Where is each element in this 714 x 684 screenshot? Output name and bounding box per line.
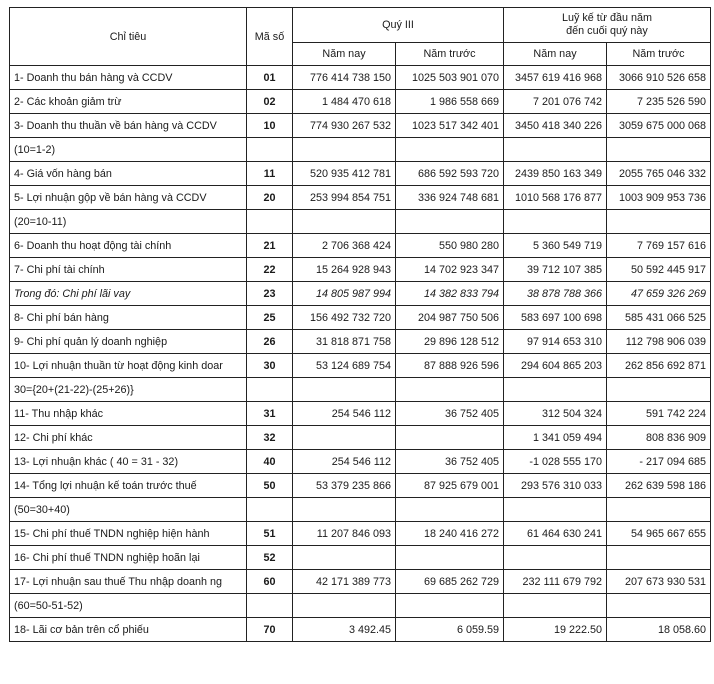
table-row bbox=[10, 258, 711, 282]
row-code: 31 bbox=[247, 402, 293, 426]
accum-this-year-value: 61 464 630 241 bbox=[504, 522, 607, 546]
accum-this-year-value: 312 504 324 bbox=[504, 402, 607, 426]
income-table bbox=[9, 7, 711, 642]
row-code: 26 bbox=[247, 330, 293, 354]
table-row bbox=[10, 618, 711, 642]
accum-prev-year-value: 262 856 692 871 bbox=[607, 354, 711, 378]
accum-this-year-value: 294 604 865 203 bbox=[504, 354, 607, 378]
header-accum-prev-year: Năm trước bbox=[607, 43, 711, 66]
accum-this-year-value: 293 576 310 033 bbox=[504, 474, 607, 498]
row-code: 32 bbox=[247, 426, 293, 450]
row-code: 52 bbox=[247, 546, 293, 570]
row-code: 21 bbox=[247, 234, 293, 258]
header-accumulated-line2: đến cuối quý này bbox=[566, 25, 648, 37]
row-label: 15- Chi phí thuế TNDN nghiệp hiện hành bbox=[10, 522, 247, 546]
quarter-prev-year-value: 18 240 416 272 bbox=[396, 522, 504, 546]
row-label: 16- Chi phí thuế TNDN nghiệp hoãn lại bbox=[10, 546, 247, 570]
accum-prev-year-value: 808 836 909 bbox=[607, 426, 711, 450]
quarter-this-year-value bbox=[293, 378, 396, 402]
quarter-prev-year-value bbox=[396, 498, 504, 522]
row-code bbox=[247, 498, 293, 522]
table-body bbox=[10, 66, 711, 642]
accum-prev-year-value bbox=[607, 546, 711, 570]
quarter-this-year-value: 14 805 987 994 bbox=[293, 282, 396, 306]
row-label: 17- Lợi nhuận sau thuế Thu nhập doanh ng bbox=[10, 570, 247, 594]
accum-this-year-value bbox=[504, 210, 607, 234]
accum-this-year-value: 3450 418 340 226 bbox=[504, 114, 607, 138]
table-row bbox=[10, 138, 711, 162]
row-code bbox=[247, 210, 293, 234]
header-row-top bbox=[10, 8, 711, 43]
quarter-prev-year-value bbox=[396, 594, 504, 618]
row-code: 50 bbox=[247, 474, 293, 498]
row-code: 60 bbox=[247, 570, 293, 594]
row-code: 02 bbox=[247, 90, 293, 114]
quarter-this-year-value: 253 994 854 751 bbox=[293, 186, 396, 210]
accum-prev-year-value bbox=[607, 138, 711, 162]
accum-prev-year-value bbox=[607, 210, 711, 234]
header-accum-this-year: Năm nay bbox=[504, 43, 607, 66]
accum-prev-year-value: 207 673 930 531 bbox=[607, 570, 711, 594]
quarter-prev-year-value: 14 382 833 794 bbox=[396, 282, 504, 306]
quarter-prev-year-value bbox=[396, 378, 504, 402]
accum-this-year-value: 97 914 653 310 bbox=[504, 330, 607, 354]
table-row bbox=[10, 498, 711, 522]
row-label: (60=50-51-52) bbox=[10, 594, 247, 618]
row-code: 20 bbox=[247, 186, 293, 210]
accum-this-year-value: 583 697 100 698 bbox=[504, 306, 607, 330]
table-row bbox=[10, 234, 711, 258]
quarter-this-year-value: 156 492 732 720 bbox=[293, 306, 396, 330]
accum-this-year-value bbox=[504, 378, 607, 402]
row-code: 70 bbox=[247, 618, 293, 642]
quarter-prev-year-value: 69 685 262 729 bbox=[396, 570, 504, 594]
accum-prev-year-value bbox=[607, 378, 711, 402]
quarter-this-year-value: 1 484 470 618 bbox=[293, 90, 396, 114]
quarter-prev-year-value: 87 925 679 001 bbox=[396, 474, 504, 498]
quarter-prev-year-value: 14 702 923 347 bbox=[396, 258, 504, 282]
accum-prev-year-value bbox=[607, 498, 711, 522]
accum-this-year-value: 39 712 107 385 bbox=[504, 258, 607, 282]
quarter-this-year-value: 15 264 928 943 bbox=[293, 258, 396, 282]
row-code: 23 bbox=[247, 282, 293, 306]
quarter-prev-year-value: 1025 503 901 070 bbox=[396, 66, 504, 90]
accum-prev-year-value bbox=[607, 594, 711, 618]
quarter-prev-year-value: 1023 517 342 401 bbox=[396, 114, 504, 138]
row-code: 11 bbox=[247, 162, 293, 186]
quarter-prev-year-value: 29 896 128 512 bbox=[396, 330, 504, 354]
quarter-prev-year-value: 87 888 926 596 bbox=[396, 354, 504, 378]
quarter-prev-year-value bbox=[396, 138, 504, 162]
accum-prev-year-value: 18 058.60 bbox=[607, 618, 711, 642]
accum-this-year-value: 5 360 549 719 bbox=[504, 234, 607, 258]
accum-prev-year-value: 3066 910 526 658 bbox=[607, 66, 711, 90]
quarter-prev-year-value: 1 986 558 669 bbox=[396, 90, 504, 114]
row-label: 2- Các khoản giảm trừ bbox=[10, 90, 247, 114]
quarter-this-year-value bbox=[293, 498, 396, 522]
quarter-prev-year-value bbox=[396, 546, 504, 570]
accum-this-year-value: 1 341 059 494 bbox=[504, 426, 607, 450]
row-label: 11- Thu nhập khác bbox=[10, 402, 247, 426]
row-label: 12- Chi phí khác bbox=[10, 426, 247, 450]
quarter-prev-year-value: 204 987 750 506 bbox=[396, 306, 504, 330]
header-accumulated-line1: Luỹ kế từ đầu năm bbox=[561, 12, 653, 24]
row-label: 10- Lợi nhuận thuần từ hoạt động kinh doar bbox=[10, 354, 247, 378]
accum-prev-year-value: - 217 094 685 bbox=[607, 450, 711, 474]
accum-this-year-value: 232 111 679 792 bbox=[504, 570, 607, 594]
table-row bbox=[10, 162, 711, 186]
row-code: 30 bbox=[247, 354, 293, 378]
table-row bbox=[10, 90, 711, 114]
quarter-prev-year-value bbox=[396, 210, 504, 234]
quarter-this-year-value: 774 930 267 532 bbox=[293, 114, 396, 138]
accum-this-year-value bbox=[504, 498, 607, 522]
row-code bbox=[247, 138, 293, 162]
table-row bbox=[10, 378, 711, 402]
accum-prev-year-value: 54 965 667 655 bbox=[607, 522, 711, 546]
accum-prev-year-value: 3059 675 000 068 bbox=[607, 114, 711, 138]
table-row bbox=[10, 594, 711, 618]
row-label: 4- Giá vốn hàng bán bbox=[10, 162, 247, 186]
accum-prev-year-value: 2055 765 046 332 bbox=[607, 162, 711, 186]
table-row bbox=[10, 450, 711, 474]
quarter-this-year-value: 42 171 389 773 bbox=[293, 570, 396, 594]
table-row bbox=[10, 66, 711, 90]
row-label: (50=30+40) bbox=[10, 498, 247, 522]
table-row bbox=[10, 546, 711, 570]
header-accumulated bbox=[504, 8, 711, 43]
quarter-prev-year-value: 6 059.59 bbox=[396, 618, 504, 642]
accum-this-year-value: 2439 850 163 349 bbox=[504, 162, 607, 186]
row-label: 14- Tổng lợi nhuận kế toán trước thuế bbox=[10, 474, 247, 498]
accum-prev-year-value: 7 769 157 616 bbox=[607, 234, 711, 258]
header-code: Mã số bbox=[247, 8, 293, 66]
header-quarter-prev-year: Năm trước bbox=[396, 43, 504, 66]
accum-this-year-value: 7 201 076 742 bbox=[504, 90, 607, 114]
row-label: Trong đó: Chi phí lãi vay bbox=[10, 282, 247, 306]
table-row bbox=[10, 570, 711, 594]
row-label: 13- Lợi nhuận khác ( 40 = 31 - 32) bbox=[10, 450, 247, 474]
accum-this-year-value: 1010 568 176 877 bbox=[504, 186, 607, 210]
row-code: 22 bbox=[247, 258, 293, 282]
table-row bbox=[10, 210, 711, 234]
row-label: 7- Chi phí tài chính bbox=[10, 258, 247, 282]
quarter-this-year-value bbox=[293, 210, 396, 234]
income-statement bbox=[9, 7, 710, 642]
row-label: (20=10-11) bbox=[10, 210, 247, 234]
accum-this-year-value: 3457 619 416 968 bbox=[504, 66, 607, 90]
accum-this-year-value bbox=[504, 138, 607, 162]
table-row bbox=[10, 402, 711, 426]
table-row bbox=[10, 282, 711, 306]
accum-prev-year-value: 585 431 066 525 bbox=[607, 306, 711, 330]
table-row bbox=[10, 354, 711, 378]
quarter-prev-year-value bbox=[396, 426, 504, 450]
quarter-this-year-value bbox=[293, 594, 396, 618]
quarter-this-year-value bbox=[293, 426, 396, 450]
table-row bbox=[10, 114, 711, 138]
quarter-this-year-value bbox=[293, 138, 396, 162]
quarter-this-year-value: 2 706 368 424 bbox=[293, 234, 396, 258]
quarter-this-year-value: 3 492.45 bbox=[293, 618, 396, 642]
row-label: 1- Doanh thu bán hàng và CCDV bbox=[10, 66, 247, 90]
header-quarter-this-year: Năm nay bbox=[293, 43, 396, 66]
quarter-this-year-value: 53 379 235 866 bbox=[293, 474, 396, 498]
quarter-prev-year-value: 686 592 593 720 bbox=[396, 162, 504, 186]
accum-prev-year-value: 591 742 224 bbox=[607, 402, 711, 426]
header-indicator: Chỉ tiêu bbox=[10, 8, 247, 66]
row-label: 18- Lãi cơ bản trên cổ phiếu bbox=[10, 618, 247, 642]
row-code: 51 bbox=[247, 522, 293, 546]
accum-this-year-value: 38 878 788 366 bbox=[504, 282, 607, 306]
row-label: 3- Doanh thu thuần về bán hàng và CCDV bbox=[10, 114, 247, 138]
row-code bbox=[247, 594, 293, 618]
row-code: 40 bbox=[247, 450, 293, 474]
row-code bbox=[247, 378, 293, 402]
accum-this-year-value bbox=[504, 594, 607, 618]
row-code: 01 bbox=[247, 66, 293, 90]
quarter-prev-year-value: 550 980 280 bbox=[396, 234, 504, 258]
table-row bbox=[10, 330, 711, 354]
accum-prev-year-value: 112 798 906 039 bbox=[607, 330, 711, 354]
quarter-this-year-value bbox=[293, 546, 396, 570]
header-quarter: Quý III bbox=[293, 8, 504, 43]
accum-this-year-value bbox=[504, 546, 607, 570]
row-label: 9- Chi phí quản lý doanh nghiệp bbox=[10, 330, 247, 354]
accum-prev-year-value: 7 235 526 590 bbox=[607, 90, 711, 114]
row-label: 8- Chi phí bán hàng bbox=[10, 306, 247, 330]
accum-prev-year-value: 50 592 445 917 bbox=[607, 258, 711, 282]
quarter-this-year-value: 254 546 112 bbox=[293, 402, 396, 426]
row-label: (10=1-2) bbox=[10, 138, 247, 162]
quarter-this-year-value: 31 818 871 758 bbox=[293, 330, 396, 354]
table-row bbox=[10, 474, 711, 498]
row-label: 6- Doanh thu hoạt động tài chính bbox=[10, 234, 247, 258]
table-row bbox=[10, 186, 711, 210]
accum-prev-year-value: 1003 909 953 736 bbox=[607, 186, 711, 210]
quarter-prev-year-value: 36 752 405 bbox=[396, 402, 504, 426]
quarter-prev-year-value: 336 924 748 681 bbox=[396, 186, 504, 210]
quarter-this-year-value: 776 414 738 150 bbox=[293, 66, 396, 90]
table-row bbox=[10, 306, 711, 330]
accum-this-year-value: 19 222.50 bbox=[504, 618, 607, 642]
table-row bbox=[10, 426, 711, 450]
quarter-this-year-value: 53 124 689 754 bbox=[293, 354, 396, 378]
table-row bbox=[10, 522, 711, 546]
row-label: 5- Lợi nhuận gộp về bán hàng và CCDV bbox=[10, 186, 247, 210]
row-code: 25 bbox=[247, 306, 293, 330]
accum-prev-year-value: 262 639 598 186 bbox=[607, 474, 711, 498]
quarter-this-year-value: 520 935 412 781 bbox=[293, 162, 396, 186]
accum-prev-year-value: 47 659 326 269 bbox=[607, 282, 711, 306]
quarter-this-year-value: 11 207 846 093 bbox=[293, 522, 396, 546]
accum-this-year-value: -1 028 555 170 bbox=[504, 450, 607, 474]
quarter-this-year-value: 254 546 112 bbox=[293, 450, 396, 474]
quarter-prev-year-value: 36 752 405 bbox=[396, 450, 504, 474]
row-code: 10 bbox=[247, 114, 293, 138]
row-label: 30={20+(21-22)-(25+26)} bbox=[10, 378, 247, 402]
